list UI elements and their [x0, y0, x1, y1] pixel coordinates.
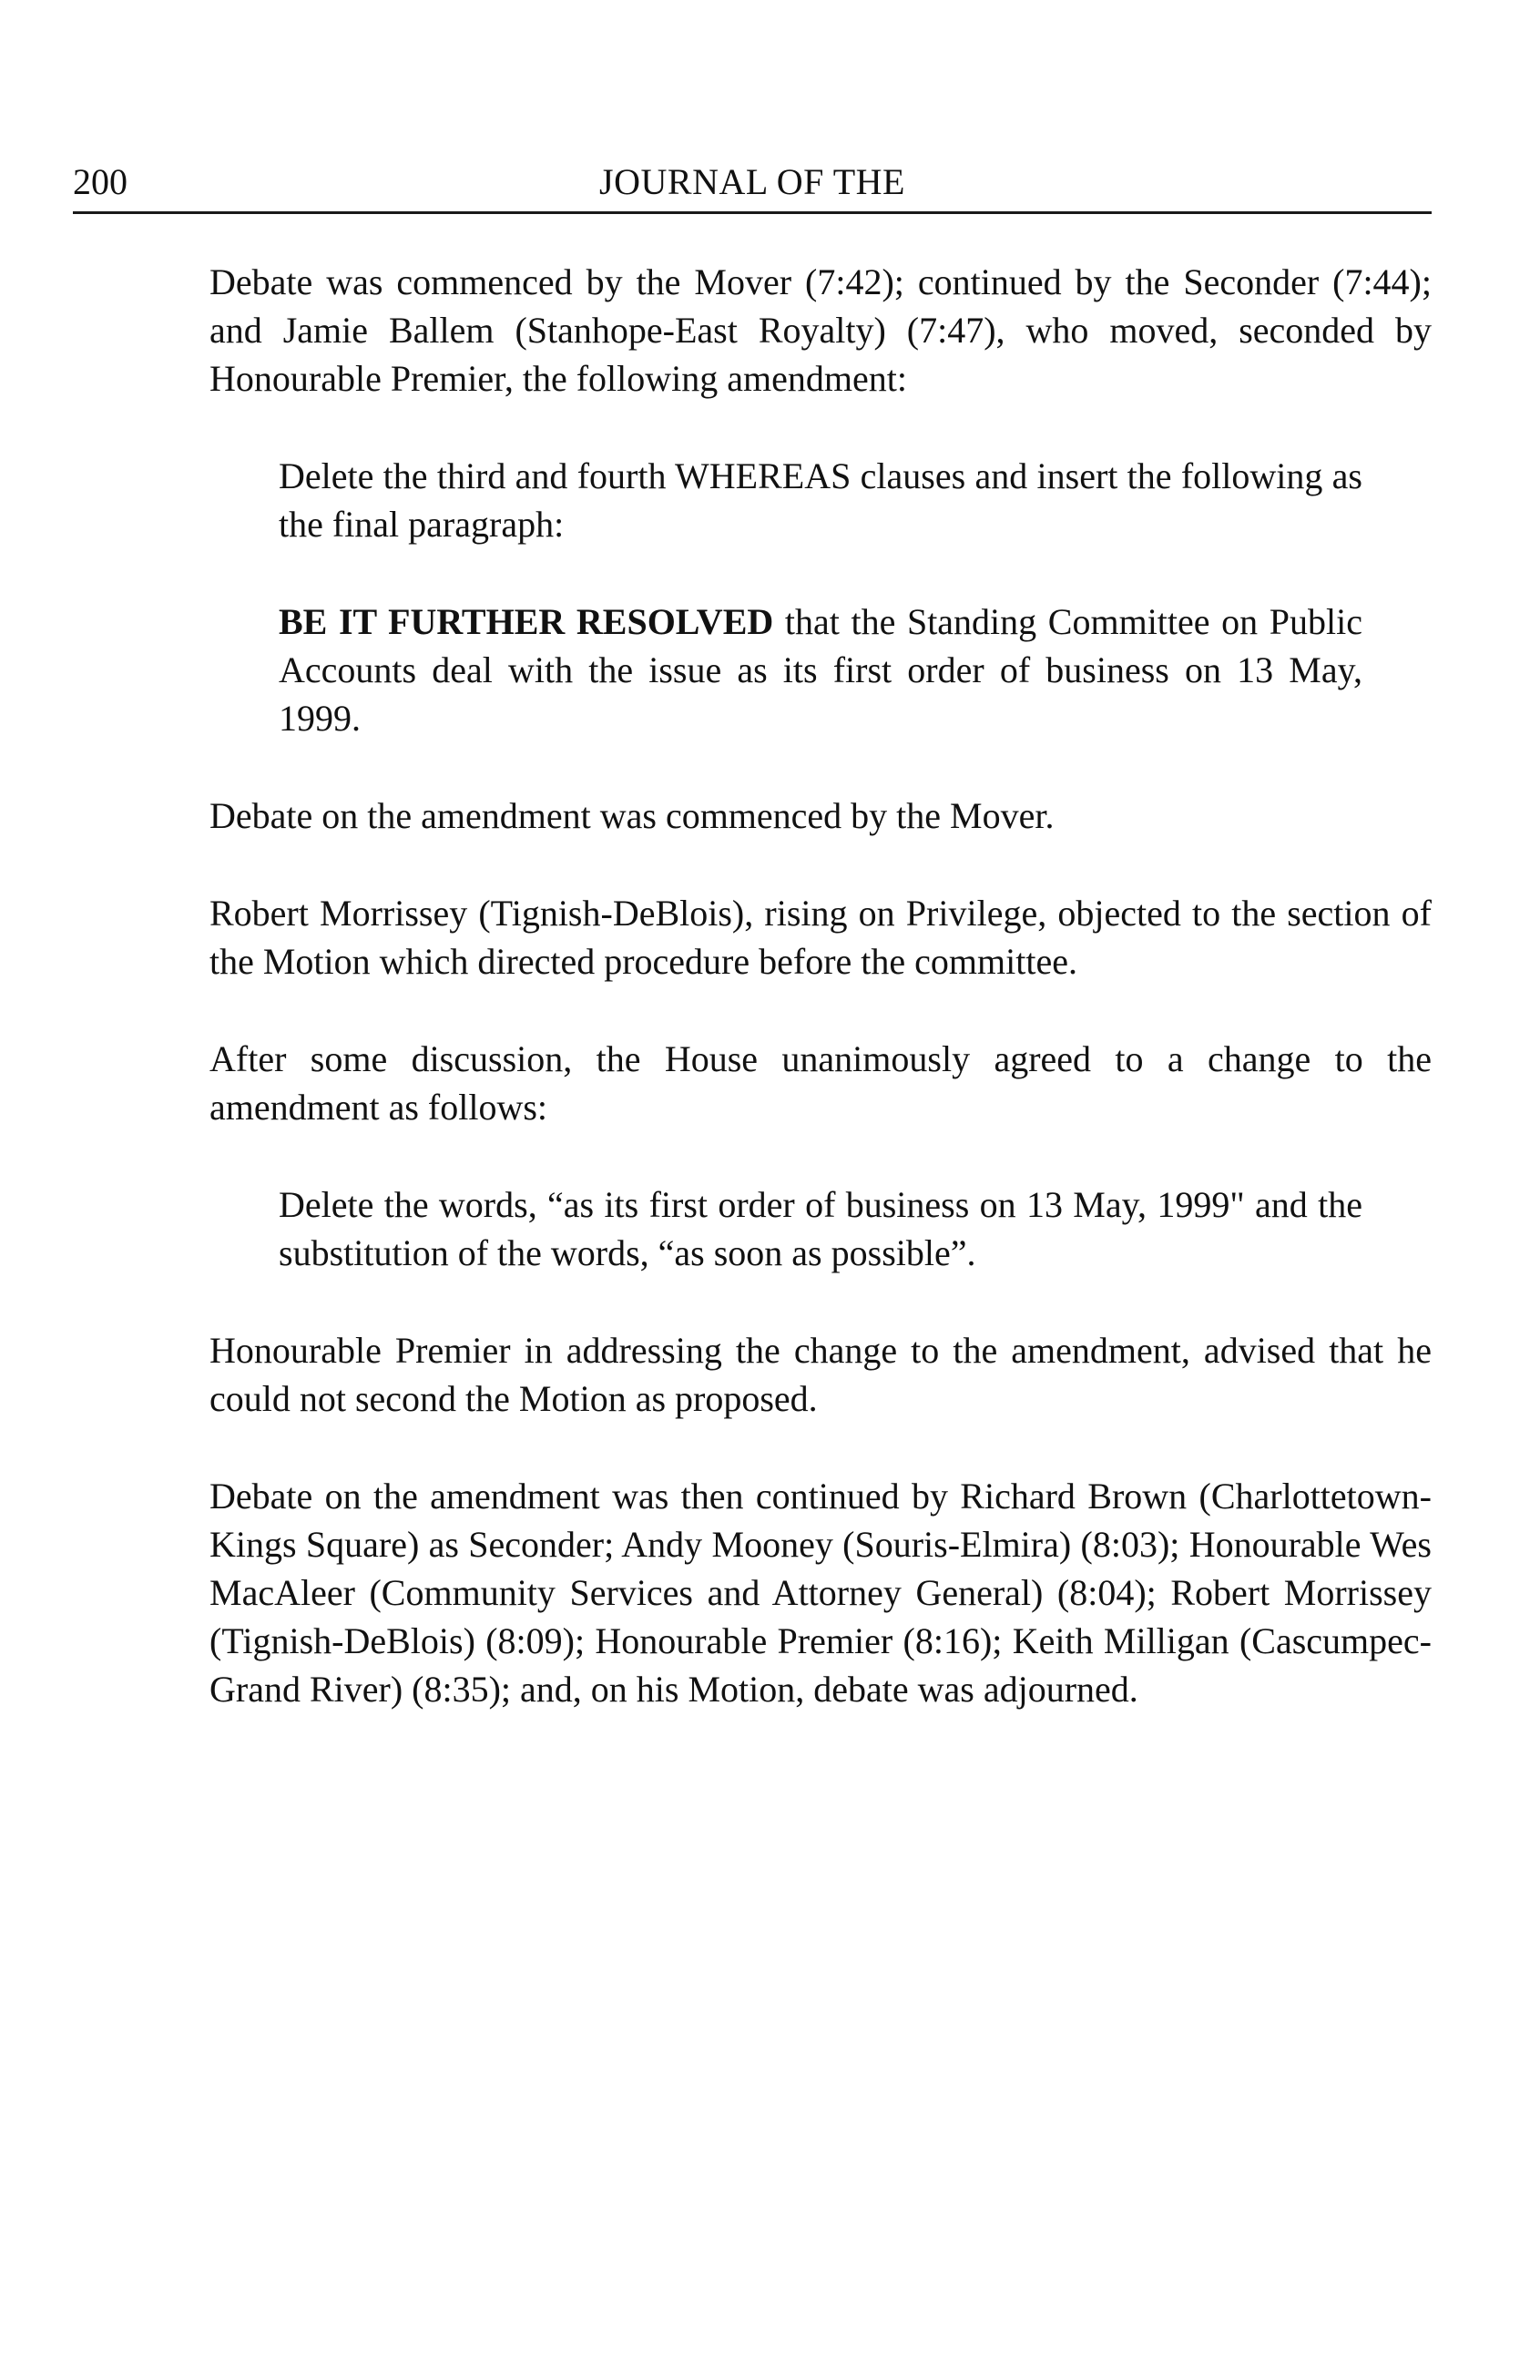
resolved-lead: BE IT FURTHER RESOLVED [279, 601, 774, 642]
resolved-rest: that the Standing Committee on Public Accounts deal with the issue as its first order of business on 13 May, 1999. [279, 601, 1362, 739]
paragraph-privilege: Robert Morrissey (Tignish-DeBlois), rising on Privilege, objected to the section of the Motion which directed procedure before the committee. [209, 893, 1432, 982]
page-header [73, 160, 1432, 214]
paragraph-premier: Honourable Premier in addressing the change to the amendment, advised that he could not second the Motion as proposed. [209, 1330, 1432, 1419]
page-number: 200 [73, 161, 127, 202]
amendment-change-text: Delete the words, “as its first order of business on 13 May, 1999" and the substitution of the words, “as soon as possible”. [279, 1184, 1362, 1273]
paragraph-debate-continued: Debate on the amendment was then continued by Richard Brown (Charlottetown-Kings Square) as Seconder; Andy Mooney (Souris-Elmira) (8:03); Honourable Wes MacAleer (Community Services and Attorney General) (8:04); Robert Morrissey (Tignish-DeBlois) (8:09); Honourable Premier (8:16); Keith Milligan (Cascumpec-Grand River) (8:35); and, on his Motion, debate was adjourned. [209, 1476, 1432, 1710]
running-title: JOURNAL OF THE [599, 161, 905, 202]
paragraph-debate-commenced: Debate was commenced by the Mover (7:42); continued by the Seconder (7:44); and Jamie Ballem (Stanhope-East Royalty) (7:47), who moved, seconded by Honourable Premier, the following amendment: [209, 261, 1432, 399]
journal-body [209, 258, 1432, 1762]
paragraph-discussion: After some discussion, the House unanimously agreed to a change to the amendment as follows: [209, 1038, 1432, 1128]
amendment-text-delete-clauses: Delete the third and fourth WHEREAS clauses and insert the following as the final paragraph: [279, 455, 1362, 545]
amendment-text-resolved [279, 598, 1362, 742]
paragraph-amendment-debate: Debate on the amendment was commenced by the Mover. [209, 795, 1055, 836]
